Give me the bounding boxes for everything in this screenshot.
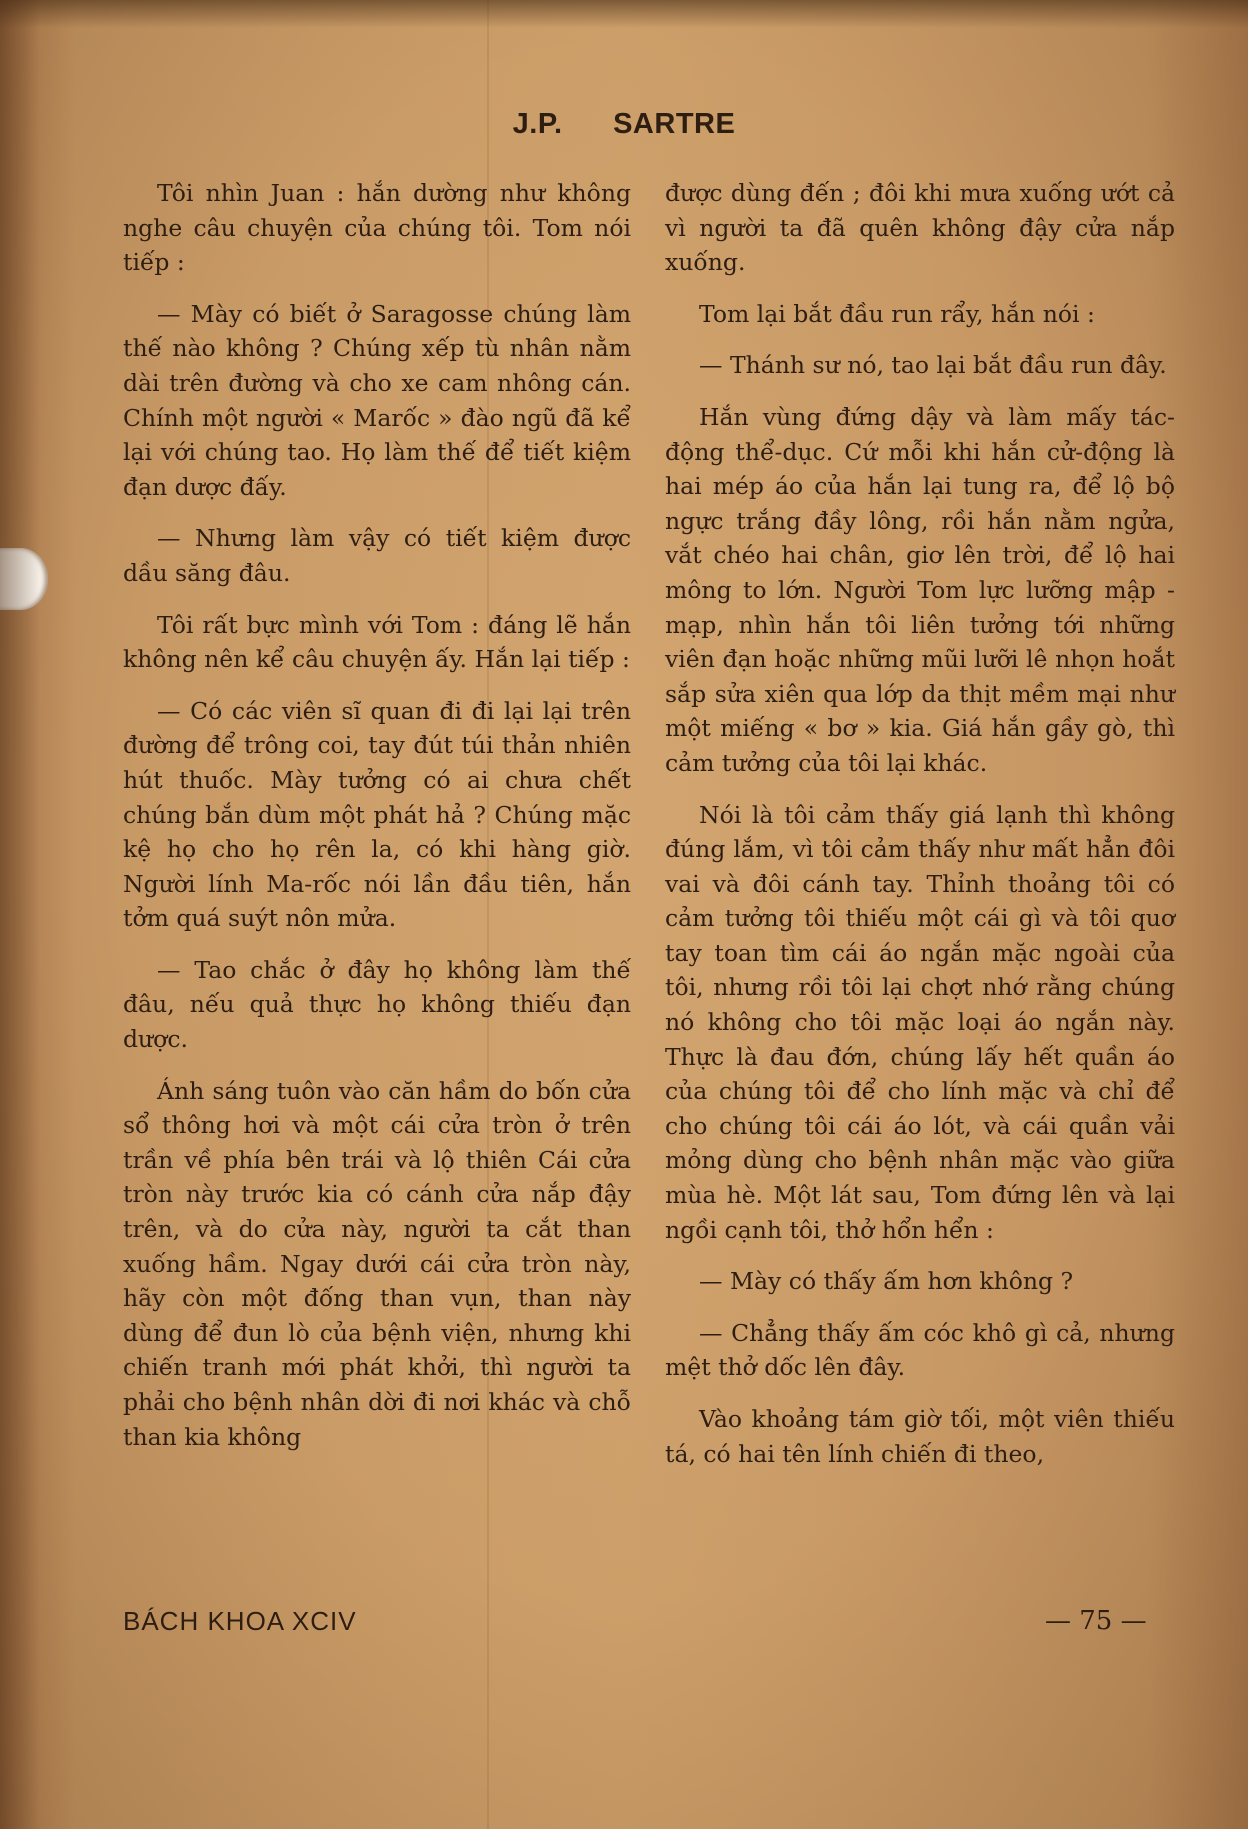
paragraph: Hắn vùng đứng dậy và làm mấy tác-động thể-dục. Cứ mỗi khi hắn cử-động là hai mép áo của hắn lại tung ra, để lộ bộ ngực trắng đầy lông, rồi hắn nằm ngửa, vắt chéo hai chân, giơ lên trời, để lộ hai mông to lớn. Người Tom lực lưỡng mập - mạp, nhìn hắn tôi liên tưởng tới những viên đạn hoặc những mũi lưỡi lê nhọn hoắt sắp sửa xiên qua lớp da thịt mềm mại như một miếng « bơ » kia. Giá hắn gầy gò, thì cảm tưởng của tôi lại khác. xyxy=(665,402,1175,777)
author-name: SARTRE xyxy=(613,108,736,140)
paragraph: Tôi rất bực mình với Tom : đáng lẽ hắn không nên kể câu chuyện ấy. Hắn lại tiếp : xyxy=(123,610,631,674)
right-column xyxy=(665,176,1175,1488)
paragraph: Tom lại bắt đầu run rẩy, hắn nói : xyxy=(699,299,1095,328)
page-number: — 75 — xyxy=(1045,1606,1147,1636)
paragraph: được dùng đến ; đôi khi mưa xuống ướt cả vì người ta đã quên không đậy cửa nắp xuống. xyxy=(665,179,1175,277)
binding-hole xyxy=(0,548,48,610)
left-column xyxy=(123,176,631,1471)
paragraph: Vào khoảng tám giờ tối, một viên thiếu tá, có hai tên lính chiến đi theo, xyxy=(665,1405,1175,1468)
magazine-issue: BÁCH KHOA XCIV xyxy=(123,1606,357,1636)
paragraph: — Thánh sư nó, tao lại bắt đầu run đây. xyxy=(699,351,1167,380)
paragraph: — Mày có thấy ấm hơn không ? xyxy=(699,1267,1074,1296)
running-head xyxy=(0,108,1248,141)
paragraph: — Nhưng làm vậy có tiết kiệm được dầu săng đâu. xyxy=(123,524,631,587)
paragraph: — Có các viên sĩ quan đi đi lại lại trên đường để trông coi, tay đút túi thản nhiên hút thuốc. Mày tưởng có ai chưa chết chúng bắn dùm một phát hả ? Chúng mặc kệ họ cho họ rên la, có khi hàng giờ. Người lính Ma-rốc nói lần đầu tiên, hắn tởm quá suýt nôn mửa. xyxy=(123,696,631,933)
paragraph: — Tao chắc ở đây họ không làm thế đâu, nếu quả thực họ không thiếu đạn dược. xyxy=(123,955,631,1054)
paragraph: — Chẳng thấy ấm cóc khô gì cả, nhưng mệt thở dốc lên đây. xyxy=(665,1318,1175,1382)
paragraph: — Mày có biết ở Saragosse chúng làm thế nào không ? Chúng xếp tù nhân nằm dài trên đường và cho xe cam nhông cán. Chính một người « Marốc » đào ngũ đã kể lại với chúng tao. Họ làm thế để tiết kiệm đạn dược đấy. xyxy=(123,299,631,501)
author-initials: J.P. xyxy=(512,108,563,140)
paragraph: Tôi nhìn Juan : hắn dường như không nghe câu chuyện của chúng tôi. Tom nói tiếp : xyxy=(123,179,631,277)
paragraph: Ánh sáng tuôn vào căn hầm do bốn cửa sổ thông hơi và một cái cửa tròn ở trên trần về phía bên trái và lộ thiên Cái cửa tròn này trước kia có cánh cửa nắp đậy trên, và do cửa này, người ta cắt than xuống hầm. Ngay dưới cái cửa tròn này, hãy còn một đống than vụn, than này dùng để đun lò của bệnh viện, nhưng khi chiến tranh mới phát khởi, thì người ta phải cho bệnh nhân dời đi nơi khác và chỗ than kia không xyxy=(123,1076,631,1451)
paragraph: Nói là tôi cảm thấy giá lạnh thì không đúng lắm, vì tôi cảm thấy như mất hẳn đôi vai và đôi cánh tay. Thỉnh thoảng tôi có cảm tưởng tôi thiếu một cái gì và tôi quơ tay toan tìm cái áo ngắn mặc ngoài của tôi, nhưng rồi tôi lại chợt nhớ rằng chúng nó không cho tôi mặc loại áo ngắn này. Thực là đau đớn, chúng lấy hết quần áo của chúng tôi để cho lính mặc và chỉ để cho chúng tôi cái áo lót, và cái quần vải mỏng dùng cho bệnh nhân mặc vào giữa mùa hè. Một lát sau, Tom đứng lên và lại ngồi cạnh tôi, thở hổn hển : xyxy=(665,800,1175,1244)
